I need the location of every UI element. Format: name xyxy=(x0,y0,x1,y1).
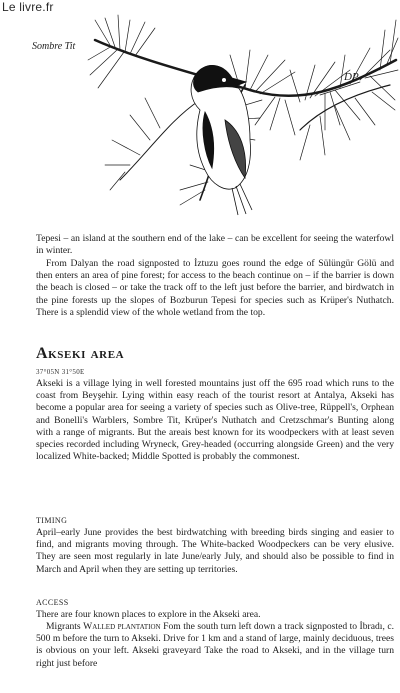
paragraph-dalyan-road: From Dalyan the road signposted to İztuzu goes round the edge of Sülüngür Gölü and then enters an area of pine forest; for access to the beach continue on – if the barrier is down the beach is closed – or take the track off to the left just before the barrier, and birdwatch in the pine forests up the slopes of Bozburun Tepesi for species such as Krüper's Nuthatch. There is a splendid view of the whole wetland from the top. xyxy=(36,258,394,318)
sombre-tit-illustration xyxy=(0,0,400,222)
paragraph-timing: April–early June provides the best birdwatching with breeding birds singing and easier to find, and migrants moving through. The White-backed Woodpeckers can be very elusive. They are seen most regularly in late June/early July, and should also be possible to find in March and April when they are setting up territories. xyxy=(36,527,394,575)
site-watermark: Le livre.fr xyxy=(2,0,54,14)
p6-lead: Migrants xyxy=(46,621,84,632)
paragraph-access: There are four known places to explore in the Akseki area. xyxy=(36,609,261,620)
artist-monogram: DP xyxy=(344,71,359,83)
p6-rest: Fom the south turn left down a track signposted to İbradı, c. 500 m before the turn to Akseki. Drive for 1 km and a stand of large, mainly deciduous, trees is obvious on your left. Akseki graveyard Take the road to Akseki, and in the village turn right just before xyxy=(36,621,395,669)
section-heading: Akseki area xyxy=(36,345,125,362)
section-coordinates: 37°05N 31°50E xyxy=(36,368,85,376)
illustration-caption: Sombre Tit xyxy=(32,41,76,52)
access-subheading: ACCESS xyxy=(36,598,69,607)
paragraph-walled-plantation xyxy=(36,621,394,670)
paragraph-akseki-intro: Akseki is a village lying in well forested mountains just off the 695 road which runs to the coast from Beyşehir. Lying within easy reach of the tourist resort at Antalya, Akseki has become a popular area for seeing a variety of species such as Olive-tree, Rüppell's, Orphean and Bonelli's Warblers, Sombre Tit, Krüper's Nuthatch and Cretzschmar's Bunting along with a range of migrants. But the areais best known for its woodpeckers with at least seven species recorded including Wryneck, Grey-headed (occurring alongside Green) and the very localized White-backed; Middle Spotted is probably the commonest. xyxy=(36,378,394,463)
walled-plantation-label: Walled plantation xyxy=(83,621,161,632)
paragraph-waterfowl: Tepesi – an island at the southern end of the lake – can be excellent for seeing the waterfowl in winter. xyxy=(36,233,394,257)
timing-subheading: TIMING xyxy=(36,516,68,525)
